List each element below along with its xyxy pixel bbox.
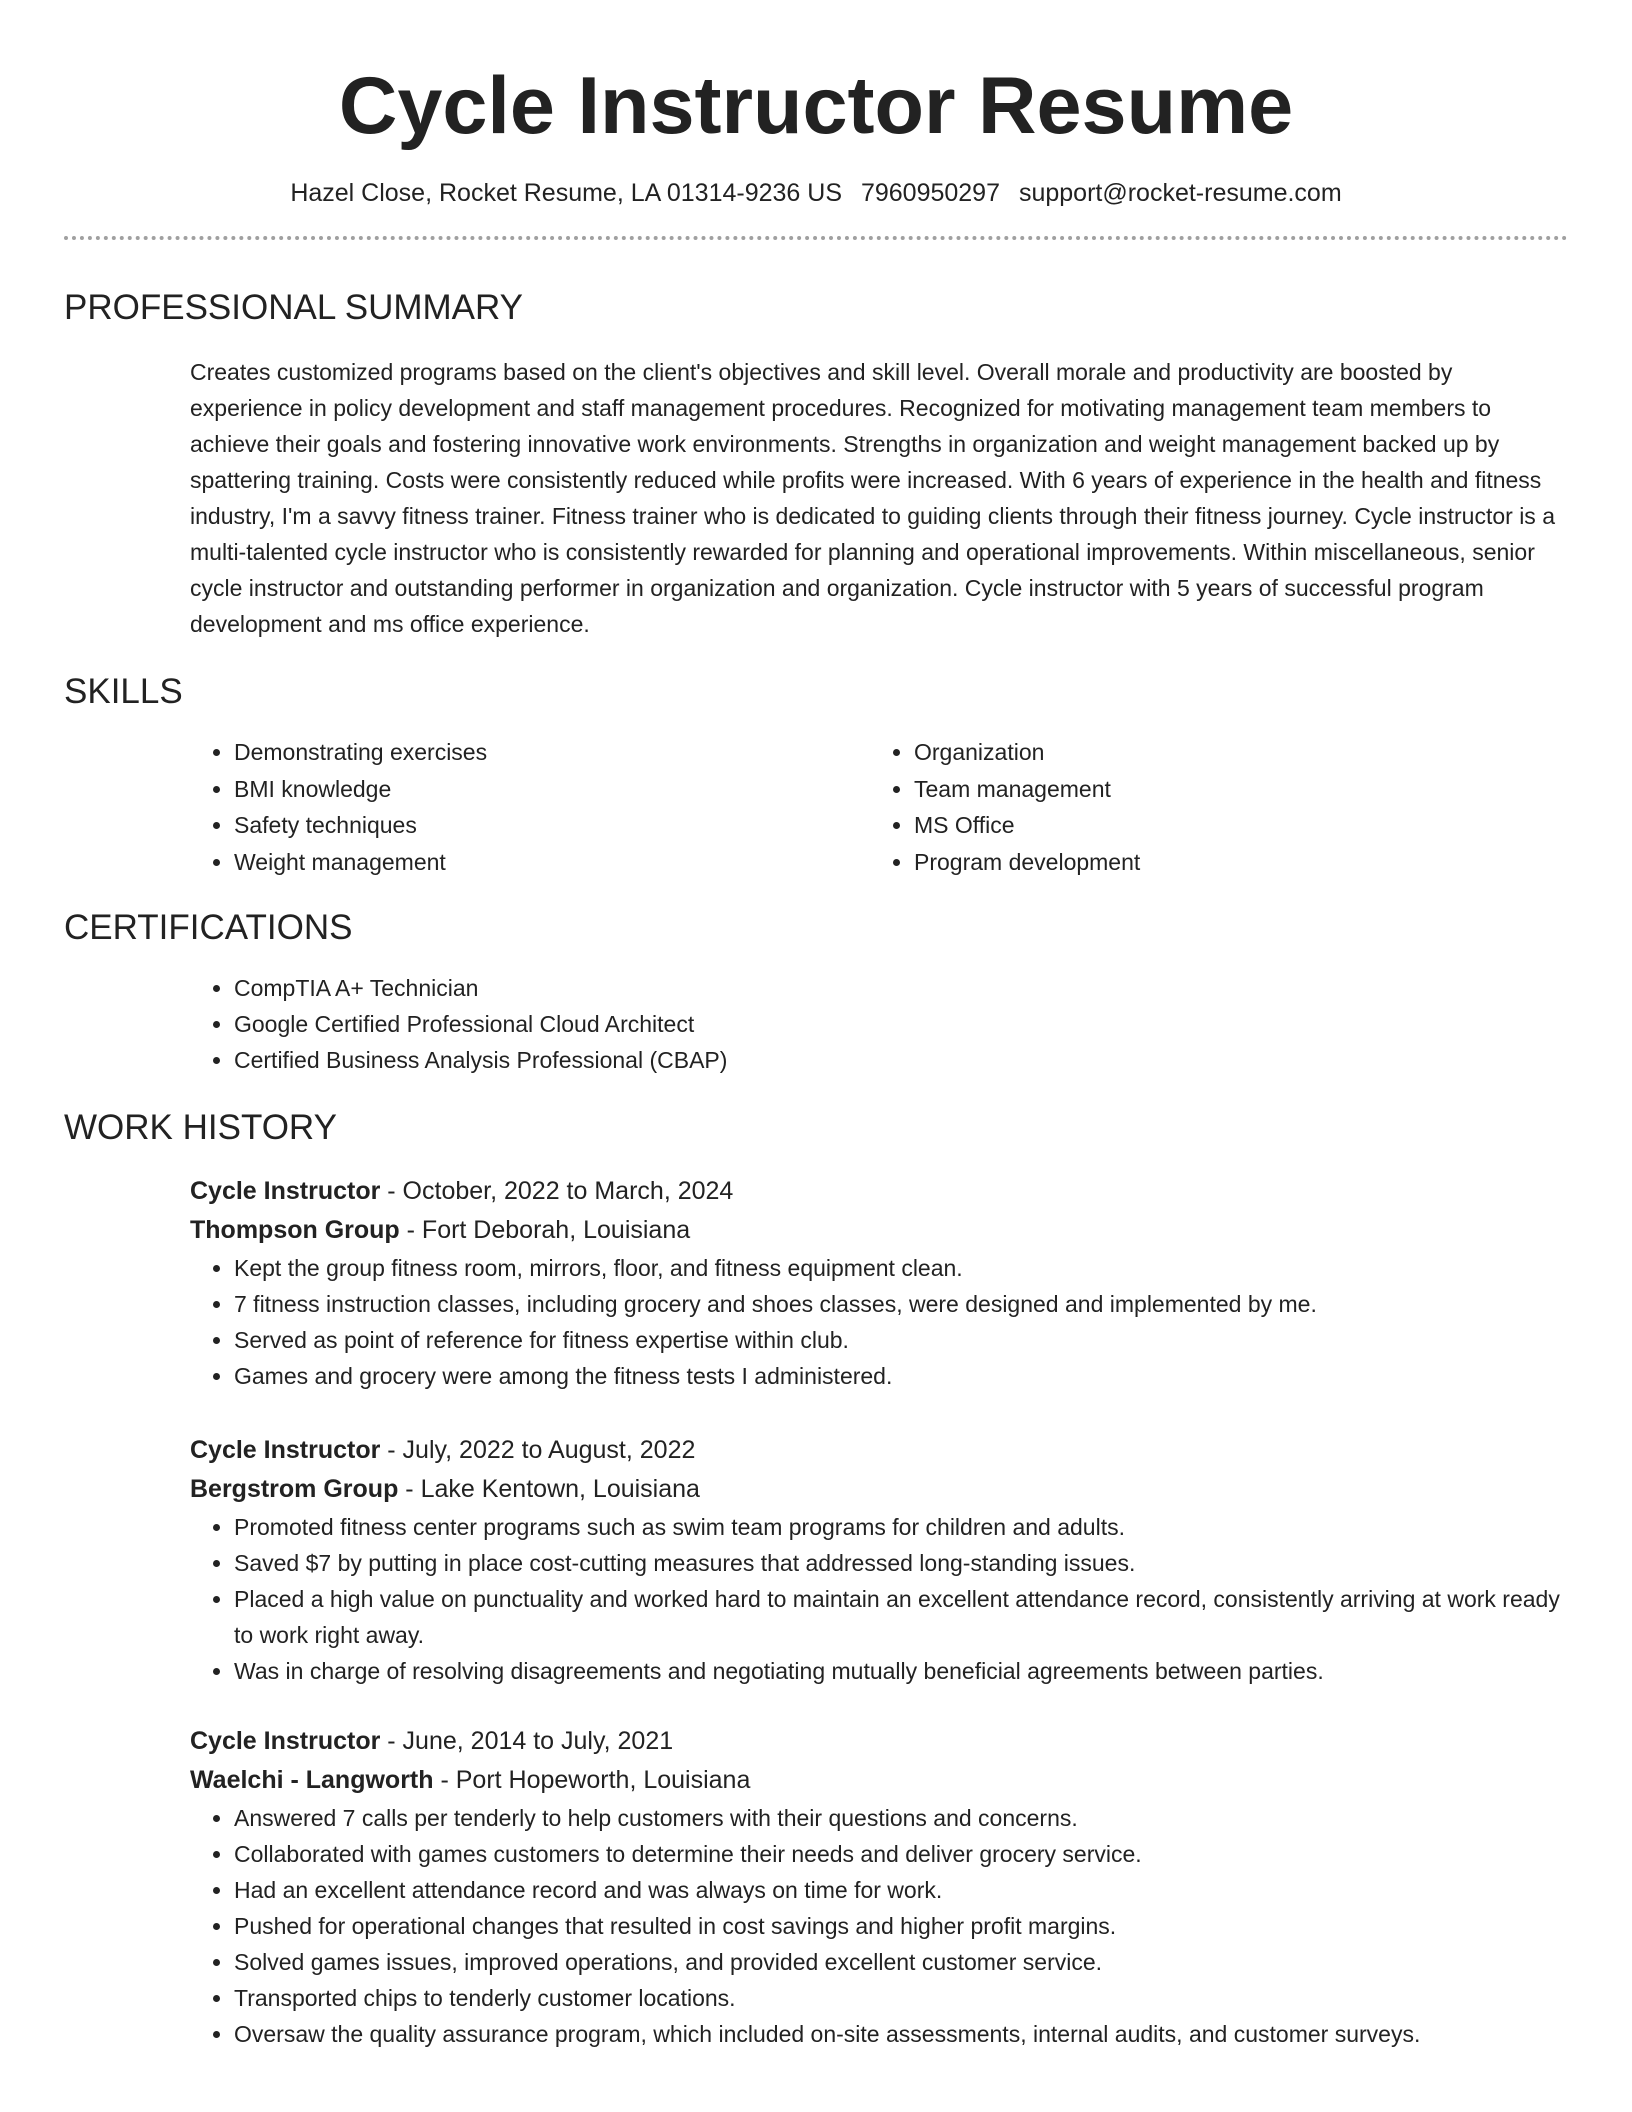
job-entry — [190, 1431, 1568, 1689]
job-company: Waelchi - Langworth — [190, 1766, 434, 1794]
job-company: Bergstrom Group — [190, 1475, 399, 1503]
job-bullet: • Promoted fitness center programs such as swim team programs for children and adults. — [234, 1509, 1568, 1545]
job-location: - Lake Kentown, Louisiana — [398, 1475, 700, 1503]
header-divider — [64, 236, 1568, 240]
certification-item: • Google Certified Professional Cloud Architect — [234, 1006, 1568, 1042]
job-bullet: • Was in charge of resolving disagreements and negotiating mutually beneficial agreements between parties. — [234, 1653, 1568, 1689]
skills-column-2 — [870, 734, 1140, 880]
job-entry — [190, 1722, 1568, 2052]
skill-item: • MS Office — [914, 807, 1140, 844]
skills-column-1 — [190, 734, 870, 880]
skill-item: • Organization — [914, 734, 1140, 771]
job-bullet: • 7 fitness instruction classes, including grocery and shoes classes, were designed and implemented by me. — [234, 1286, 1568, 1322]
job-dates: - July, 2022 to August, 2022 — [380, 1436, 696, 1464]
job-role: Cycle Instructor — [190, 1727, 381, 1755]
job-role: Cycle Instructor — [190, 1177, 381, 1205]
job-bullet: • Pushed for operational changes that resulted in cost savings and higher profit margins. — [234, 1908, 1568, 1944]
job-bullet: • Answered 7 calls per tenderly to help customers with their questions and concerns. — [234, 1800, 1568, 1836]
certification-item: • CompTIA A+ Technician — [234, 970, 1568, 1006]
job-bullet: • Had an excellent attendance record and was always on time for work. — [234, 1872, 1568, 1908]
job-bullets — [190, 1250, 1568, 1394]
skill-item: • Safety techniques — [234, 807, 870, 844]
certification-item: • Certified Business Analysis Professional (CBAP) — [234, 1042, 1568, 1078]
job-role-line — [190, 1431, 1568, 1470]
job-role-line — [190, 1722, 1568, 1761]
job-bullet: • Kept the group fitness room, mirrors, floor, and fitness equipment clean. — [234, 1250, 1568, 1286]
job-bullet: • Transported chips to tenderly customer locations. — [234, 1980, 1568, 2016]
skill-item: • Program development — [914, 844, 1140, 881]
section-heading-skills: SKILLS — [64, 672, 183, 711]
job-bullet: • Collaborated with games customers to determine their needs and deliver grocery service. — [234, 1836, 1568, 1872]
job-bullet: • Served as point of reference for fitness expertise within club. — [234, 1322, 1568, 1358]
section-heading-summary: PROFESSIONAL SUMMARY — [64, 288, 523, 327]
job-role: Cycle Instructor — [190, 1436, 381, 1464]
skill-item: • BMI knowledge — [234, 771, 870, 808]
job-dates: - June, 2014 to July, 2021 — [380, 1727, 674, 1755]
section-heading-certifications: CERTIFICATIONS — [64, 908, 353, 947]
contact-email: support@rocket-resume.com — [1018, 179, 1342, 207]
job-company-line — [190, 1761, 1568, 1800]
job-bullet: • Solved games issues, improved operations, and provided excellent customer service. — [234, 1944, 1568, 1980]
certifications-list — [190, 970, 1568, 1078]
job-location: - Fort Deborah, Louisiana — [399, 1216, 691, 1244]
contact-address: Hazel Close, Rocket Resume, LA 01314-9236 US — [290, 179, 842, 207]
summary-text: Creates customized programs based on the client's objectives and skill level. Overall morale and productivity are boosted by experience in policy development and staff management procedures. Recognized for motivating management team members to achieve their goals and fostering innovative work environments. Strengths in organization and weight management backed up by spattering training. Costs were consistently reduced while profits were increased. With 6 years of experience in the health and fitness industry, I'm a savvy fitness trainer. Fitness trainer who is dedicated to guiding clients through their fitness journey. Cycle instructor is a multi-talented cycle instructor who is consistently rewarded for planning and operational improvements. Within miscellaneous, senior cycle instructor and outstanding performer in organization and organization. Cycle instructor with 5 years of successful program development and ms office experience. — [190, 359, 1555, 637]
job-bullet: • Oversaw the quality assurance program, which included on-site assessments, internal audits, and customer surveys. — [234, 2016, 1568, 2052]
job-location: - Port Hopeworth, Louisiana — [433, 1766, 751, 1794]
job-bullet: • Saved $7 by putting in place cost-cutting measures that addressed long-standing issues. — [234, 1545, 1568, 1581]
job-bullets — [190, 1509, 1568, 1689]
job-role-line — [190, 1172, 1568, 1211]
resume-page — [64, 0, 1568, 2052]
skill-item: • Demonstrating exercises — [234, 734, 870, 771]
job-company: Thompson Group — [190, 1216, 400, 1244]
job-dates: - October, 2022 to March, 2024 — [380, 1177, 734, 1205]
job-bullet: • Placed a high value on punctuality and worked hard to maintain an excellent attendance record, consistently arriving at work ready to work right away. — [234, 1581, 1568, 1653]
job-company-line — [190, 1211, 1568, 1250]
skill-item: • Weight management — [234, 844, 870, 881]
contact-line — [64, 176, 1568, 210]
skills-list — [190, 734, 1568, 880]
section-heading-work-history: WORK HISTORY — [64, 1108, 337, 1147]
job-company-line — [190, 1470, 1568, 1509]
skill-item: • Team management — [914, 771, 1140, 808]
contact-phone: 7960950297 — [860, 179, 1000, 207]
job-entry — [190, 1172, 1568, 1394]
job-bullet: • Games and grocery were among the fitness tests I administered. — [234, 1358, 1568, 1394]
job-bullets — [190, 1800, 1568, 2052]
resume-title: Cycle Instructor Resume — [338, 61, 1294, 151]
